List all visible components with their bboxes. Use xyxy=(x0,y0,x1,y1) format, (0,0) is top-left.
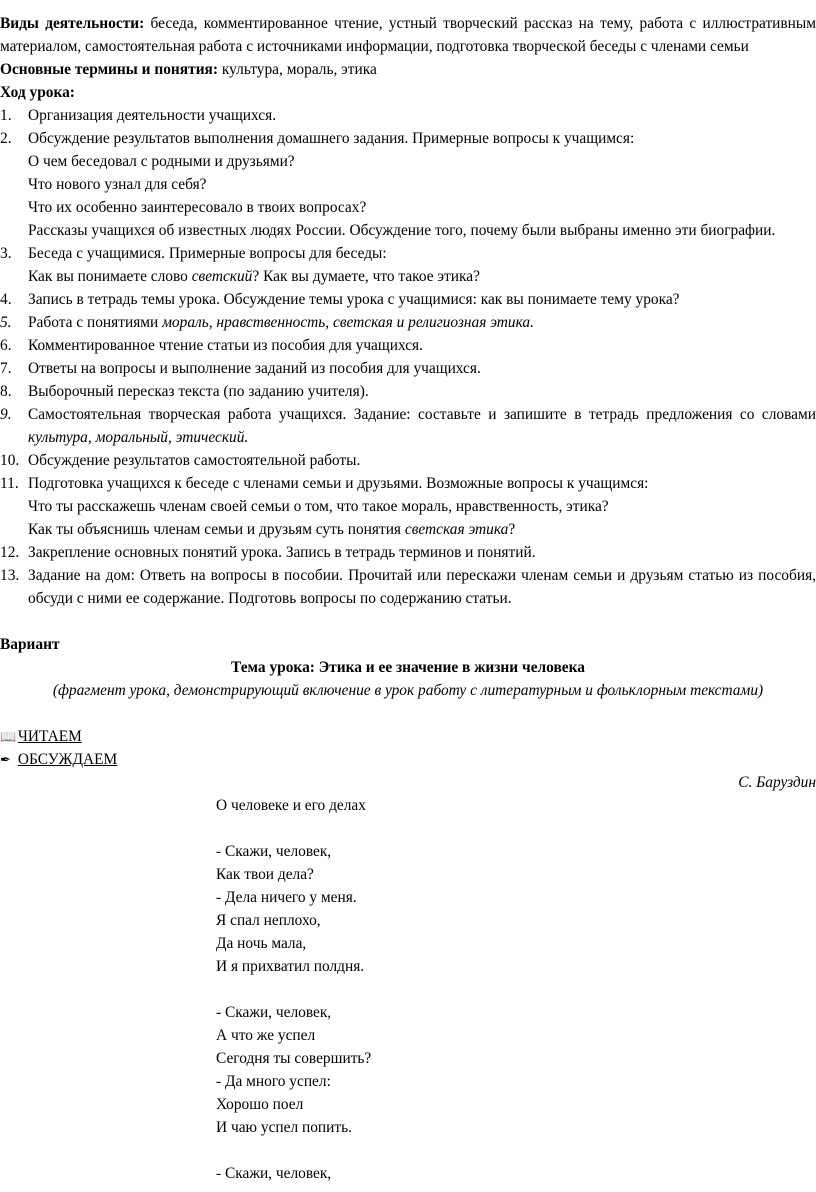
lesson-steps xyxy=(0,104,816,610)
poem-line: - Дела ничего у меня. xyxy=(216,889,357,906)
poem-line: Хорошо поел xyxy=(216,1096,304,1113)
list-item: 4. Запись в тетрадь темы урока. Обсуждение темы урока с учащимися: как вы понимаете тему урока? xyxy=(0,291,680,308)
terms-paragraph xyxy=(0,58,816,81)
poem-line: Я спал неплохо, xyxy=(216,912,321,929)
sub-question: Что ты расскажешь членам своей семьи о том, что такое мораль, нравственность, этика? xyxy=(28,498,609,515)
poem xyxy=(0,794,816,1185)
list-item: 2. Обсуждение результатов выполнения домашнего задания. Примерные вопросы к учащимся: О чем беседовал с родными и друзьями? Что нового узнал для себя? Что их особенно заинтересовало в твоих вопросах? Рассказы учащихся об известных людях России. Обсуждение того, почему были выбраны именно эти биографии. xyxy=(0,127,816,242)
sub-question: Как вы понимаете слово светский? Как вы думаете, что такое этика? xyxy=(28,268,480,285)
list-item: 5. Работа с понятиями мораль, нравственность, светская и религиозная этика. xyxy=(0,314,534,331)
terms-text: культура, мораль, этика xyxy=(218,61,377,78)
poem-line: И я прихватил полдня. xyxy=(216,958,365,975)
poem-line: Сегодня ты совершить? xyxy=(216,1050,372,1067)
activities-paragraph xyxy=(0,12,816,58)
list-item: 8. Выборочный пересказ текста (по заданию учителя). xyxy=(0,383,369,400)
book-icon: 📖 xyxy=(0,729,17,744)
list-item: 7. Ответы на вопросы и выполнение заданий из пособия для учащихся. xyxy=(0,360,481,377)
poem-line: А что же успел xyxy=(216,1027,316,1044)
poem-line: И чаю успел попить. xyxy=(216,1119,352,1136)
lesson-topic: Тема урока: Этика и ее значение в жизни человека xyxy=(231,659,585,676)
sub-question: О чем беседовал с родными и друзьями? xyxy=(28,153,295,170)
poem-line: - Скажи, человек, xyxy=(216,1165,332,1182)
poem-title: О человеке и его делах xyxy=(216,797,366,814)
course-heading: Ход урока: xyxy=(0,84,75,101)
poem-author: С. Баруздин xyxy=(738,774,816,791)
variant-heading: Вариант xyxy=(0,636,60,653)
pen-icon: ✒ xyxy=(0,752,11,767)
activities-text: беседа, комментированное чтение, устный творческий рассказ на тему, работа с иллюстративным материалом, самостоятельная работа с источниками информации, подготовка творческой беседы с членами семьи xyxy=(0,15,816,55)
lesson-subtitle: (фрагмент урока, демонстрирующий включение в урок работу с литературным и фольклорным текстами) xyxy=(52,682,764,699)
poem-line: Как твои дела? xyxy=(216,866,314,883)
document-page xyxy=(0,12,816,1185)
poem-line: - Скажи, человек, xyxy=(216,843,332,860)
terms-label: Основные термины и понятия: xyxy=(0,61,219,78)
poem-line: - Скажи, человек, xyxy=(216,1004,332,1021)
sub-question: Рассказы учащихся об известных людях России. Обсуждение того, почему были выбраны именно эти биографии. xyxy=(28,222,776,239)
list-item: 10. Обсуждение результатов самостоятельной работы. xyxy=(0,452,361,469)
read-link[interactable]: 📖 ЧИТАЕМ xyxy=(0,725,816,748)
discuss-link[interactable]: ✒ ОБСУЖДАЕМ xyxy=(0,748,816,771)
list-item: 9. Самостоятельная творческая работа учащихся. Задание: составьте и запишите в тетрадь предложения со словами культура, моральный, этический. xyxy=(0,406,816,446)
sub-question: Что нового узнал для себя? xyxy=(28,176,207,193)
activities-label: Виды деятельности: xyxy=(0,15,145,32)
list-item: 1. Организация деятельности учащихся. xyxy=(0,107,277,124)
list-item: 12. Закрепление основных понятий урока. Запись в тетрадь терминов и понятий. xyxy=(0,544,536,561)
sub-question: Что их особенно заинтересовало в твоих вопросах? xyxy=(28,199,367,216)
list-item: 3. Беседа с учащимися. Примерные вопросы для беседы: Как вы понимаете слово светский? Как вы думаете, что такое этика? xyxy=(0,242,816,288)
poem-line: - Да много успел: xyxy=(216,1073,331,1090)
poem-line: Да ночь мала, xyxy=(216,935,307,952)
sub-question: Как ты объяснишь членам семьи и друзьям суть понятия светская этика? xyxy=(28,521,516,538)
list-item: 13. Задание на дом: Ответь на вопросы в пособии. Прочитай или перескажи членам семьи и друзьям статью из пособия, обсуди с ними ее содержание. Подготовь вопросы по содержанию статьи. xyxy=(0,567,816,607)
list-item: 6. Комментированное чтение статьи из пособия для учащихся. xyxy=(0,337,423,354)
list-item: 11. Подготовка учащихся к беседе с членами семьи и друзьями. Возможные вопросы к учащимся: Что ты расскажешь членам своей семьи о том, что такое мораль, нравственность, этика? Как ты объяснишь членам семьи и друзьям суть понятия светская этика? xyxy=(0,472,816,541)
